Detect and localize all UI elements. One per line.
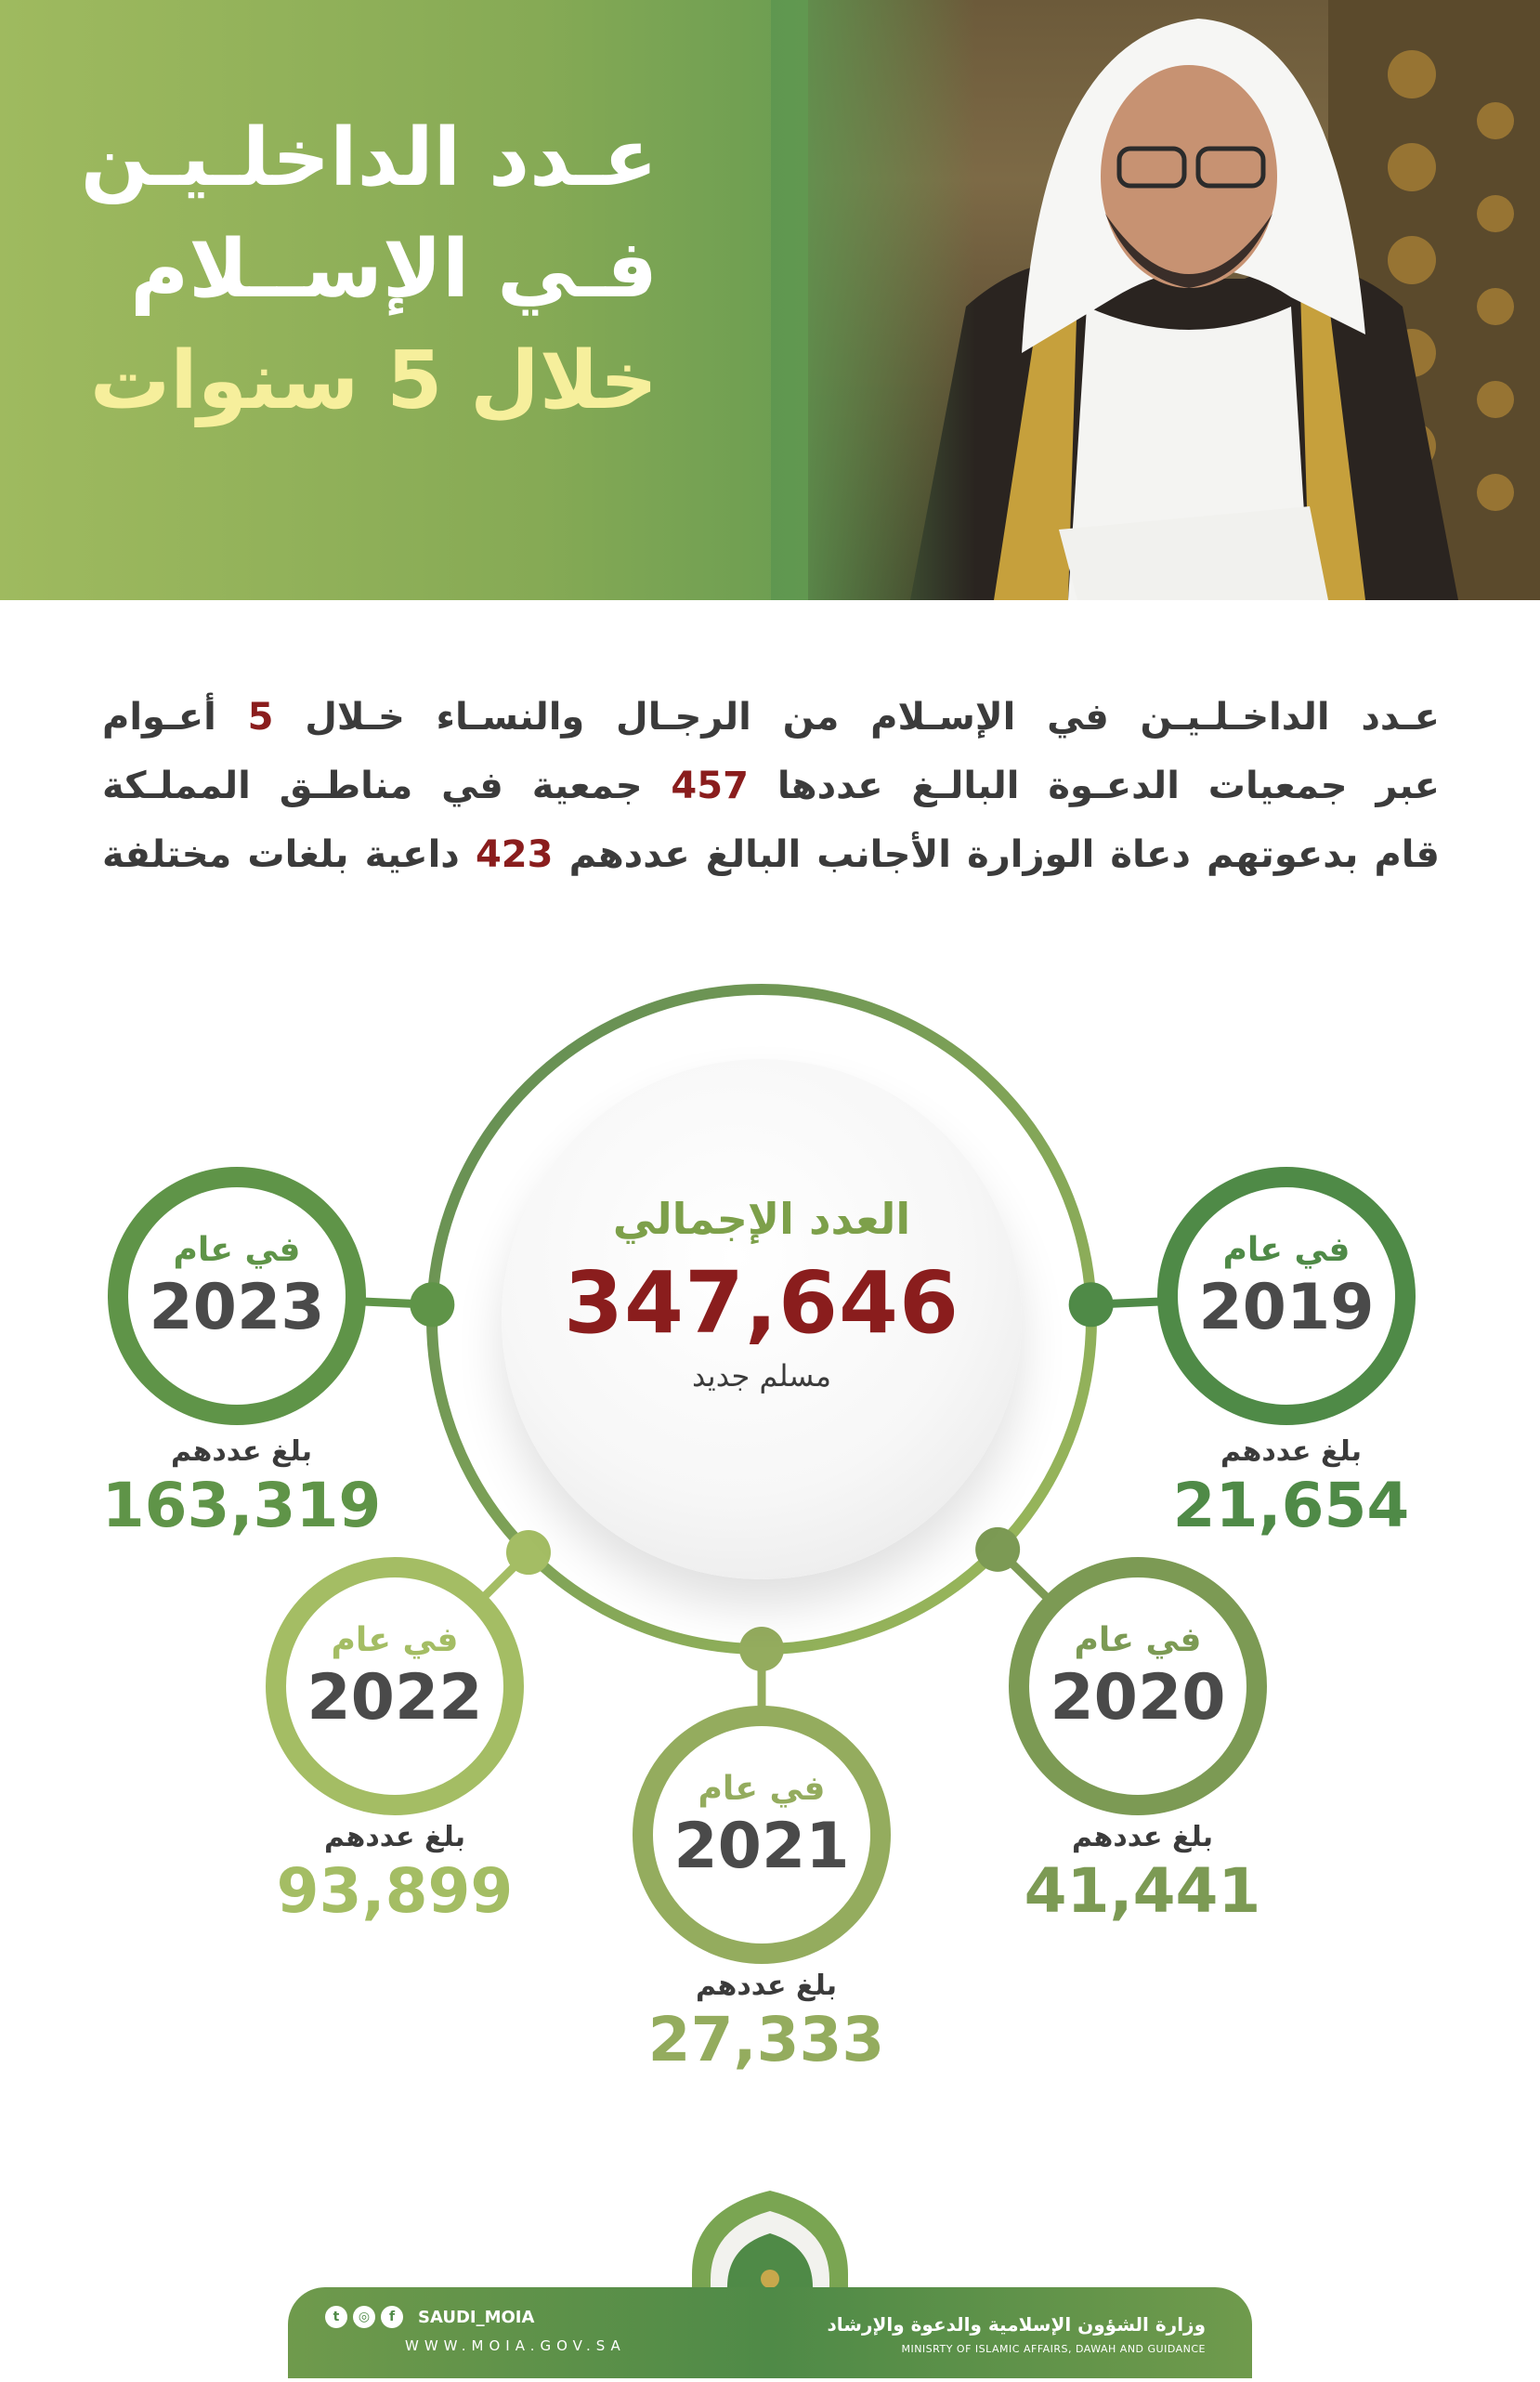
year-value-block-2023 xyxy=(84,1435,399,1541)
year-prefix: في عام xyxy=(698,1770,826,1808)
connector-dot-2022 xyxy=(506,1530,551,1575)
intro-line-3-before: قام بدعوتهم دعاة الوزارة الأجانب البالغ عددهم xyxy=(568,833,1440,876)
footer-bar xyxy=(288,2287,1252,2378)
header-banner xyxy=(0,0,1540,600)
year-value-block-2022 xyxy=(237,1821,553,1927)
year-label: 2022 xyxy=(307,1661,483,1734)
intro-line-1-number: 5 xyxy=(247,696,274,739)
yearly-chart xyxy=(0,929,1540,2100)
connector-dot-2020 xyxy=(975,1527,1020,1572)
total-value: 347,646 xyxy=(563,1253,960,1353)
title-line-3: خلال 5 سنوات xyxy=(89,334,658,427)
website-link[interactable]: WWW.MOIA.GOV.SA xyxy=(405,2337,626,2354)
instagram-icon[interactable]: ◎ xyxy=(353,2306,375,2328)
year-bubble-2022 xyxy=(291,1582,499,1790)
intro-line-2-number: 457 xyxy=(671,765,749,807)
year-bubble-2019 xyxy=(1182,1192,1390,1400)
year-value: 163,319 xyxy=(101,1470,382,1541)
title-line-1: عـدد الداخلـيـن xyxy=(80,111,658,204)
intro-line-1 xyxy=(102,683,1440,752)
year-prefix: في عام xyxy=(1074,1621,1202,1659)
footer-contact xyxy=(325,2306,626,2354)
photo-fade xyxy=(771,0,975,600)
year-value-block-2019 xyxy=(1133,1435,1449,1541)
year-label: 2019 xyxy=(1198,1271,1375,1344)
value-label: بلغ عددهم xyxy=(696,1970,837,2002)
ministry-name-en: MINISRTY OF ISLAMIC AFFAIRS, DAWAH AND GUIDANCE xyxy=(901,2343,1206,2355)
year-value-block-2020 xyxy=(985,1821,1300,1927)
ministry-name-ar: وزارة الشؤون الإسلامية والدعوة والإرشاد xyxy=(827,2313,1206,2336)
year-value: 93,899 xyxy=(276,1855,514,1927)
year-label: 2020 xyxy=(1050,1661,1226,1734)
connector-dot-2023 xyxy=(410,1282,454,1327)
year-value: 27,333 xyxy=(647,2004,885,2075)
title-line-2: فـي الإســلام xyxy=(130,223,658,316)
page-title xyxy=(7,102,658,437)
year-label: 2021 xyxy=(673,1810,850,1883)
year-prefix: في عام xyxy=(331,1621,459,1659)
year-bubble-2020 xyxy=(1034,1582,1242,1790)
twitter-icon[interactable]: t xyxy=(325,2306,347,2328)
value-label: بلغ عددهم xyxy=(1072,1821,1213,1853)
year-prefix: في عام xyxy=(1222,1231,1351,1269)
year-value: 41,441 xyxy=(1024,1855,1261,1927)
year-prefix: في عام xyxy=(173,1231,301,1269)
year-bubble-2021 xyxy=(658,1731,866,1939)
intro-line-2-after: جمعية في مناطـق المملـكة xyxy=(102,765,643,807)
value-label: بلغ عددهم xyxy=(324,1821,465,1853)
year-label: 2023 xyxy=(149,1271,325,1344)
total-circle xyxy=(502,1059,1022,1579)
intro-line-1-before: عـدد الداخـلـيـن في الإسـلام من الرجـال والنسـاء خـلال xyxy=(305,696,1440,739)
social-handle[interactable]: SAUDI_MOIA xyxy=(418,2307,535,2327)
total-label: العدد الإجمالي xyxy=(612,1194,911,1244)
intro-text xyxy=(102,683,1440,889)
value-label: بلغ عددهم xyxy=(1220,1435,1362,1468)
year-bubble-2023 xyxy=(133,1192,341,1400)
year-value-block-2021 xyxy=(608,1970,924,2075)
value-label: بلغ عددهم xyxy=(171,1435,312,1468)
total-unit: مسلم جديد xyxy=(691,1358,832,1394)
intro-line-2 xyxy=(102,752,1440,820)
year-value: 21,654 xyxy=(1172,1470,1410,1541)
connector-dot-2021 xyxy=(739,1627,784,1671)
connector-dot-2019 xyxy=(1069,1282,1114,1327)
intro-line-3 xyxy=(102,820,1440,889)
intro-line-2-before: عبر جمعيات الدعـوة البالـغ عددها xyxy=(777,765,1440,807)
facebook-icon[interactable]: f xyxy=(381,2306,403,2328)
social-links xyxy=(325,2306,626,2328)
ministry-name xyxy=(828,2313,1207,2355)
intro-line-3-number: 423 xyxy=(475,833,554,876)
intro-line-1-after: أعـوام xyxy=(102,696,216,739)
intro-line-3-after: داعية بلغات مختلفة xyxy=(102,833,460,876)
